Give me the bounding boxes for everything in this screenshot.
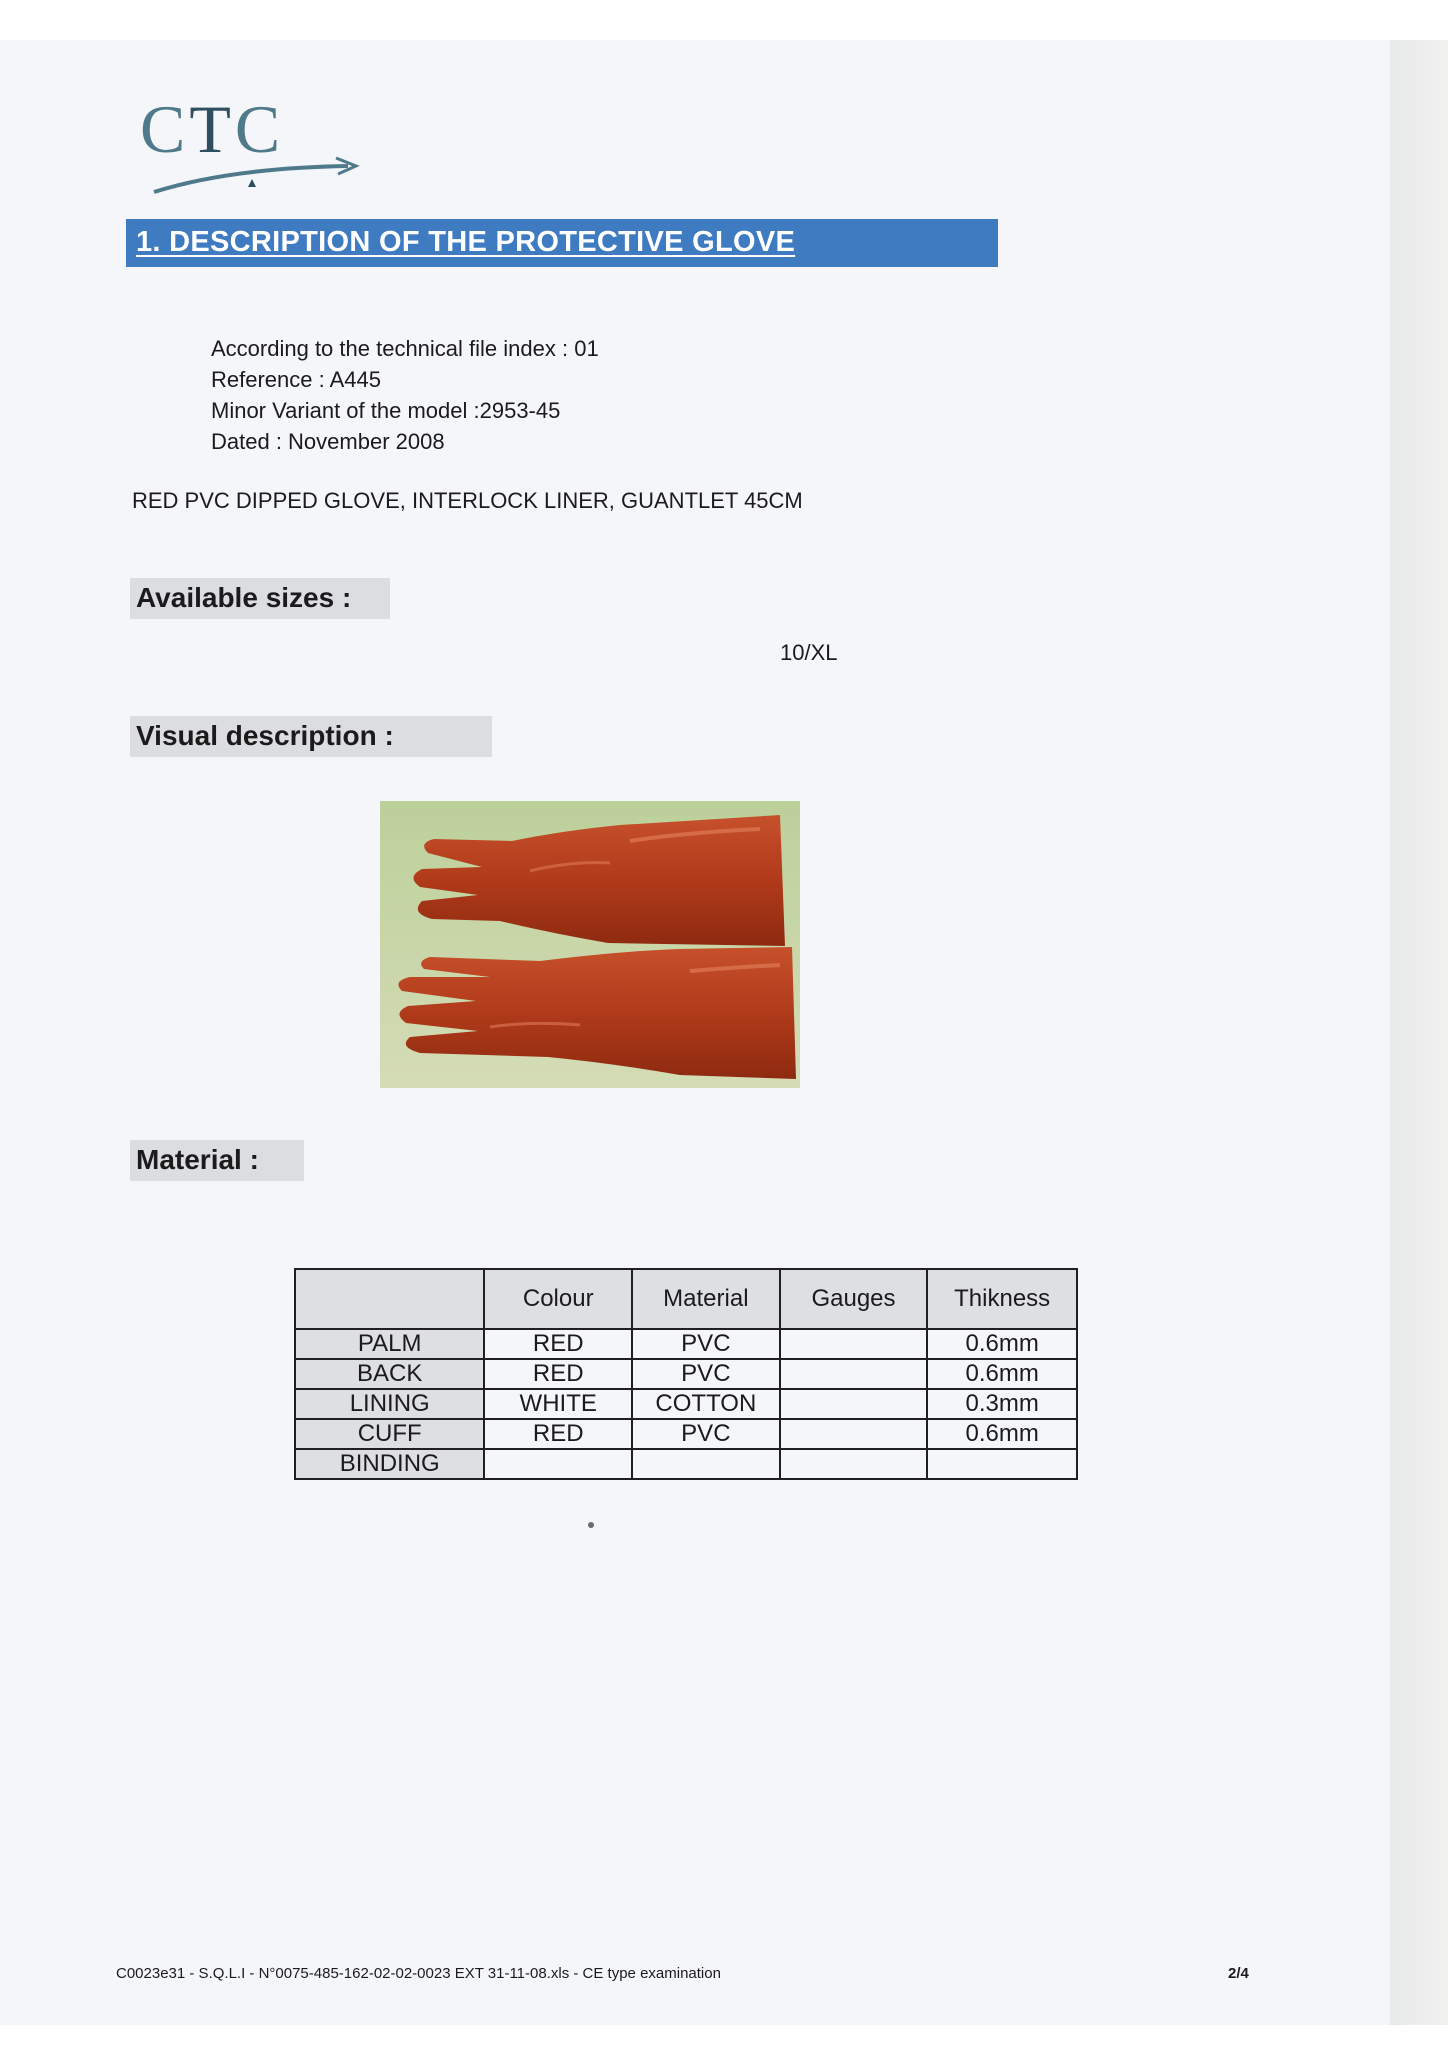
row-part: BACK <box>295 1359 484 1389</box>
table-row <box>295 1419 1077 1449</box>
footer-file-reference: C0023e31 - S.Q.L.I - N°0075-485-162-02-02-0023 EXT 31-11-08.xls - CE type examination <box>116 1965 721 1982</box>
available-sizes-label: Available sizes : <box>130 578 390 619</box>
product-description: RED PVC DIPPED GLOVE, INTERLOCK LINER, GUANTLET 45CM <box>132 488 803 513</box>
glove-photo <box>380 801 800 1088</box>
cell-thickness: 0.6mm <box>927 1359 1077 1389</box>
meta-reference: Reference : A445 <box>211 367 382 392</box>
available-sizes-value: 10/XL <box>780 640 838 665</box>
column-header <box>295 1269 484 1329</box>
cell-material: PVC <box>632 1359 780 1389</box>
cell-thickness: 0.6mm <box>927 1419 1077 1449</box>
cell-thickness: 0.6mm <box>927 1329 1077 1359</box>
footer-page-number: 2/4 <box>1228 1965 1249 1982</box>
material-label: Material : <box>130 1140 304 1181</box>
cell-thickness: 0.3mm <box>927 1389 1077 1419</box>
cell-gauges <box>780 1329 928 1359</box>
cell-material <box>632 1449 780 1479</box>
material-table <box>294 1268 1078 1480</box>
column-header-colour: Colour <box>484 1269 632 1329</box>
row-part: LINING <box>295 1389 484 1419</box>
table-row <box>295 1449 1077 1479</box>
section-title: 1. DESCRIPTION OF THE PROTECTIVE GLOVE <box>136 226 796 258</box>
cell-colour: RED <box>484 1359 632 1389</box>
cell-material: COTTON <box>632 1389 780 1419</box>
cell-colour: WHITE <box>484 1389 632 1419</box>
row-part: PALM <box>295 1329 484 1359</box>
column-header-thickness: Thikness <box>927 1269 1077 1329</box>
column-header-material: Material <box>632 1269 780 1329</box>
scan-speck <box>588 1522 594 1528</box>
cell-gauges <box>780 1419 928 1449</box>
logo-arrow-icon <box>140 90 370 200</box>
meta-date: Dated : November 2008 <box>211 429 445 454</box>
table-header-row <box>295 1269 1077 1329</box>
row-part: BINDING <box>295 1449 484 1479</box>
cell-colour <box>484 1449 632 1479</box>
logo-letter-t: T <box>189 91 235 167</box>
cell-material: PVC <box>632 1419 780 1449</box>
cell-colour: RED <box>484 1419 632 1449</box>
table-row <box>295 1329 1077 1359</box>
section-header <box>126 219 998 267</box>
logo-letter-c2: C <box>234 91 285 167</box>
cell-gauges <box>780 1389 928 1419</box>
table-row <box>295 1359 1077 1389</box>
visual-description-label: Visual description : <box>130 716 492 757</box>
cell-thickness <box>927 1449 1077 1479</box>
cell-material: PVC <box>632 1329 780 1359</box>
meta-variant: Minor Variant of the model :2953-45 <box>211 398 561 423</box>
technical-meta <box>211 333 599 457</box>
cell-gauges <box>780 1449 928 1479</box>
cell-colour: RED <box>484 1329 632 1359</box>
column-header-gauges: Gauges <box>780 1269 928 1329</box>
row-part: CUFF <box>295 1419 484 1449</box>
logo-letter-c1: C <box>140 91 190 167</box>
meta-file-index: According to the technical file index : 01 <box>211 336 599 361</box>
cell-gauges <box>780 1359 928 1389</box>
ctc-logo <box>140 90 370 200</box>
scan-edge <box>1390 40 1448 2025</box>
table-row <box>295 1389 1077 1419</box>
